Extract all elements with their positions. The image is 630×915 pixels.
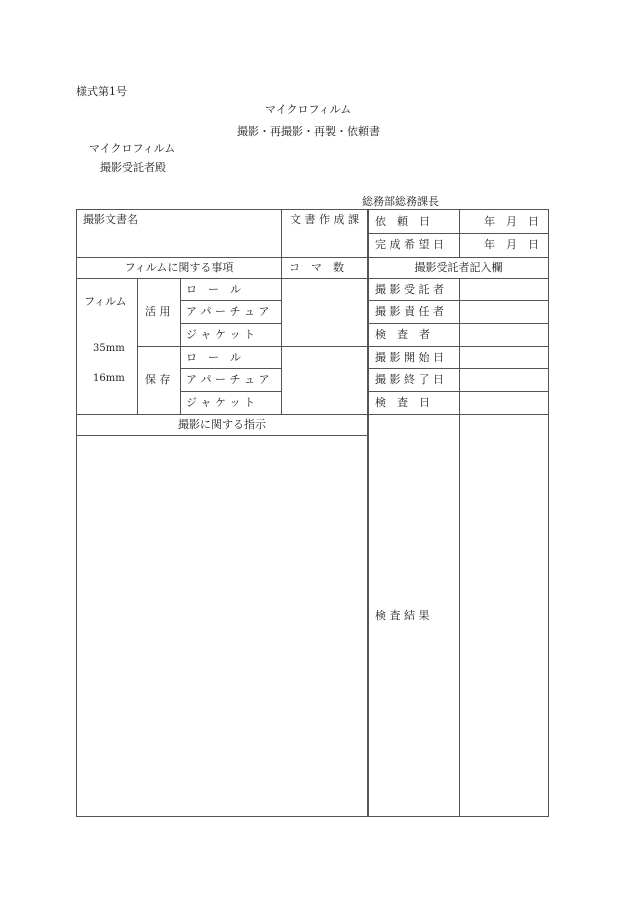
use-label: 活 用 (145, 305, 171, 318)
addressee-line-1: マイクロフィルム (89, 142, 176, 155)
responsible-label: 撮 影 責 任 者 (375, 305, 444, 318)
film-matters-label: フィルムに関する事項 (124, 261, 234, 274)
inspector-label: 検 査 者 (375, 328, 430, 341)
use-jacket: ジ ャ ケ ッ ト (186, 328, 255, 341)
hline-date-split (368, 233, 549, 234)
doc-name-label: 撮影文書名 (83, 213, 138, 226)
start-date-label: 撮 影 開 始 日 (375, 351, 444, 364)
completion-date-label: 完 成 希 望 日 (375, 238, 444, 251)
contractor-section-label: 撮影受託者記入欄 (414, 261, 503, 274)
hline-instructions (76, 435, 368, 436)
storage-roll: ロ ー ル (186, 351, 241, 364)
use-aperture: ア パ ー チ ュ ア (186, 305, 270, 318)
size-35mm: 35mm (93, 343, 125, 354)
request-date-label: 依 頼 日 (375, 215, 430, 228)
contractor-label: 撮 影 受 託 者 (375, 283, 444, 296)
issuer: 総務部総務課長 (362, 195, 439, 208)
size-16mm: 16mm (93, 373, 125, 384)
hline-row-2r (368, 323, 549, 324)
instructions-label: 撮影に関する指示 (178, 418, 266, 431)
use-roll: ロ ー ル (186, 283, 241, 296)
inspection-date-label: 検 査 日 (375, 396, 430, 409)
frame-count-label: コ マ 数 (289, 261, 344, 274)
storage-jacket: ジ ャ ケ ッ ト (186, 396, 255, 409)
title-line-1: マイクロフィルム (265, 103, 352, 116)
divider-left-section (281, 209, 282, 414)
hline-row-2 (180, 323, 282, 324)
hline-row-6 (76, 414, 549, 415)
border-top (76, 209, 549, 210)
completion-date-value: 年 月 日 (484, 238, 539, 251)
border-left (76, 209, 77, 817)
form-number: 様式第1号 (76, 85, 127, 98)
hline-row-3 (137, 346, 368, 347)
hline-header-top (76, 257, 549, 258)
inspection-result-label: 検 査 結 果 (375, 609, 430, 622)
storage-label: 保 存 (145, 373, 171, 386)
hline-row-5r (368, 391, 549, 392)
creating-section-label: 文 書 作 成 課 (290, 213, 359, 226)
hline-row-1 (180, 300, 282, 301)
request-date-value: 年 月 日 (484, 215, 539, 228)
addressee-line-2: 撮影受託者殿 (100, 161, 166, 174)
border-bottom (76, 816, 549, 817)
hline-row-4 (180, 368, 282, 369)
storage-aperture: ア パ ー チ ュ ア (186, 373, 270, 386)
hline-row-4r (368, 368, 549, 369)
title-line-2: 撮影・再撮影・再製・依頼書 (237, 125, 380, 138)
divider-right-labels-2 (459, 278, 460, 817)
end-date-label: 撮 影 終 了 日 (375, 373, 444, 386)
film-label: フィルム (84, 295, 127, 308)
request-form-table (76, 209, 549, 817)
hline-header-bottom (76, 278, 549, 279)
hline-row-3r (368, 346, 549, 347)
hline-row-1r (368, 300, 549, 301)
hline-row-5 (180, 391, 282, 392)
